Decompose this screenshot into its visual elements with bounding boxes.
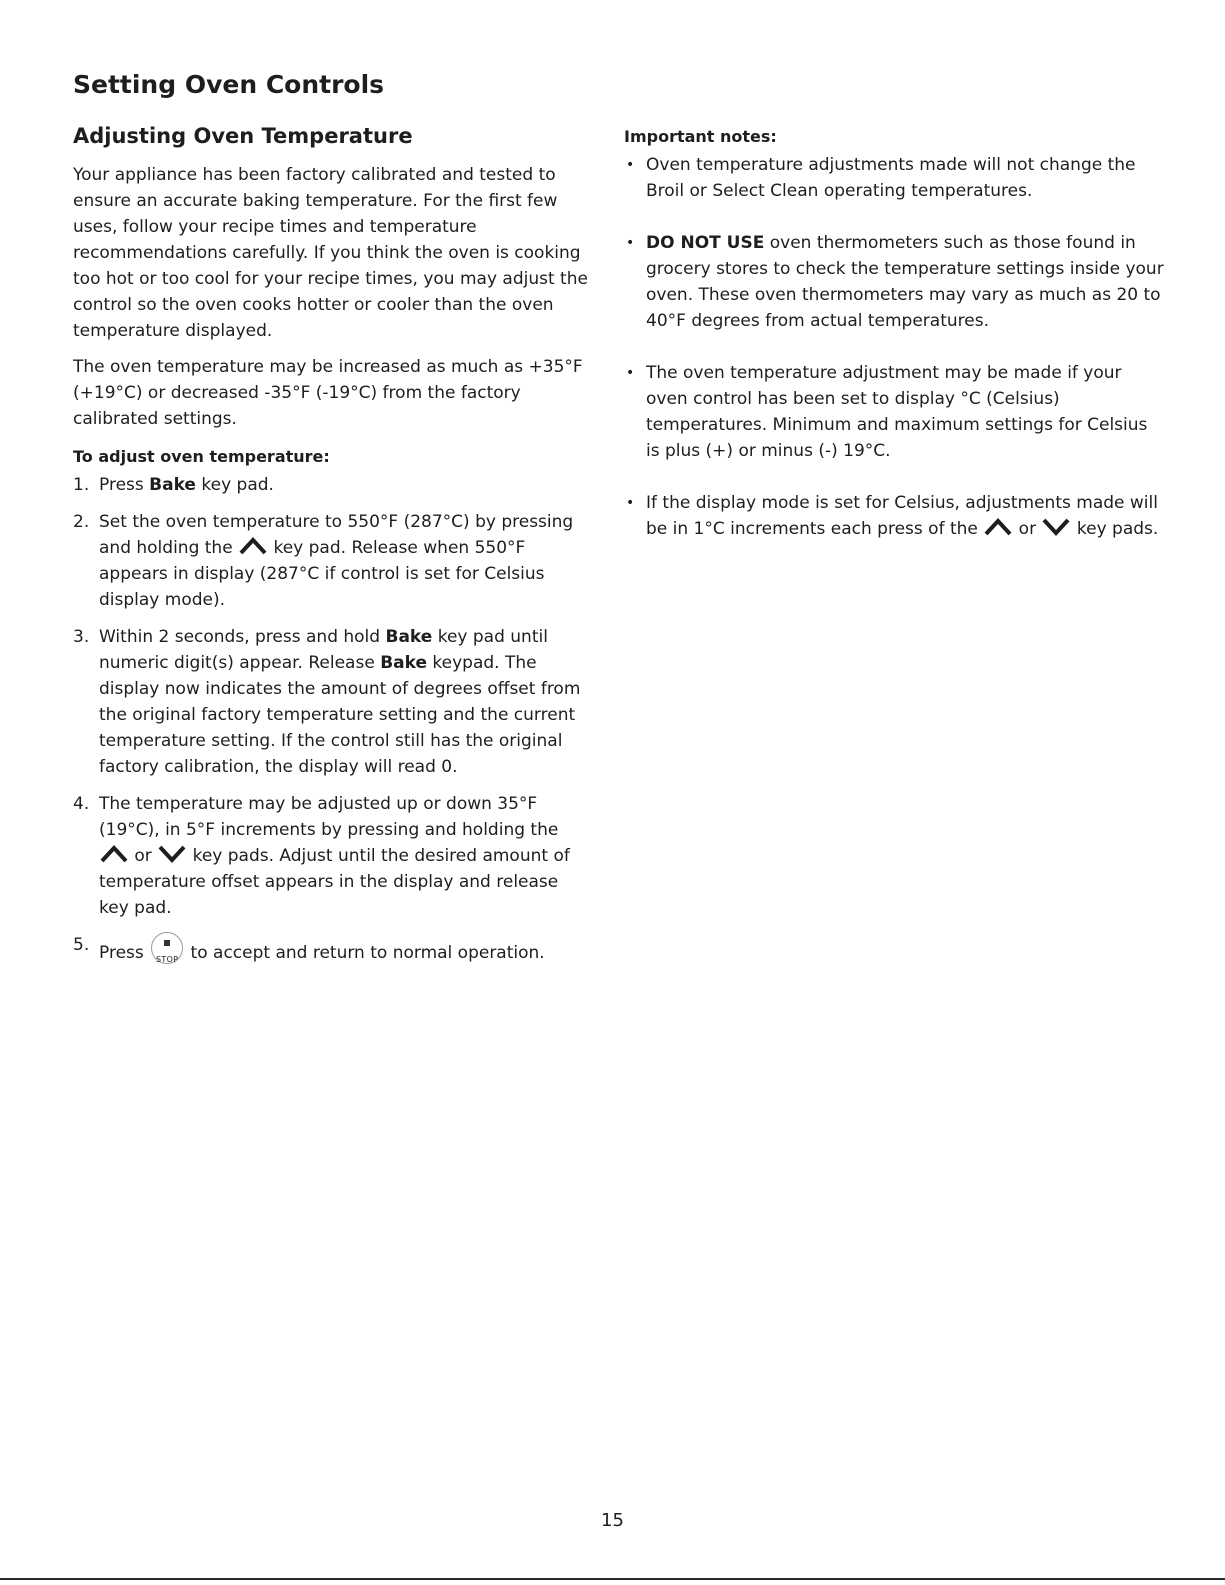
step-text: to accept and return to normal operation. xyxy=(185,943,545,963)
intro-paragraph: Your appliance has been factory calibrated and tested to ensure an accurate baking temperature. For the first few uses, follow your recipe times and temperature recommendations carefully. If you think the oven is cooking too hot or too cool for your recipe times, you may adjust the control so the oven cooks hotter or cooler than the oven temperature displayed. xyxy=(73,165,588,341)
step-3 xyxy=(73,624,593,780)
step-text: key pad. Release when 550°F appears in display (287°C if control is set for Celsius display mode). xyxy=(99,538,545,610)
adjust-steps xyxy=(73,472,593,966)
step-2 xyxy=(73,509,593,613)
step-text: Press xyxy=(99,475,150,495)
step-number: 5. xyxy=(73,935,90,955)
up-arrow-icon xyxy=(983,518,1013,536)
up-arrow-icon xyxy=(238,537,268,555)
bake-keyword: Bake xyxy=(380,653,428,673)
step-text: key pad. xyxy=(195,475,274,495)
page-title: Setting Oven Controls xyxy=(73,70,385,99)
or-text: or xyxy=(1013,519,1042,539)
step-text: Within 2 seconds, press and hold xyxy=(99,627,386,647)
note-2 xyxy=(624,230,1164,334)
section-title: Adjusting Oven Temperature xyxy=(73,124,413,148)
right-column xyxy=(624,124,1164,568)
note-4 xyxy=(624,490,1164,542)
note-text: If the display mode is set for Celsius, adjustments made will be in 1°C increments each press of the xyxy=(646,493,1158,539)
bullet: • xyxy=(626,235,635,251)
step-text: Set the oven temperature to 550°F (287°C) by pressing and holding the xyxy=(99,512,574,558)
or-text: or xyxy=(129,846,158,866)
up-arrow-icon xyxy=(99,845,129,863)
step-text: Press xyxy=(99,943,150,963)
down-arrow-icon xyxy=(157,845,187,863)
adjust-heading: To adjust oven temperature: xyxy=(73,447,330,466)
range-paragraph: The oven temperature may be increased as much as +35°F (+19°C) or decreased -35°F (-19°C) from the factory calibrated settings. xyxy=(73,357,583,429)
bottom-rule xyxy=(0,1578,1225,1580)
bake-keyword: Bake xyxy=(149,475,196,495)
page-number: 15 xyxy=(601,1510,624,1531)
note-text: Oven temperature adjustments made will not change the Broil or Select Clean operating temperatures. xyxy=(646,155,1136,201)
step-number: 2. xyxy=(73,512,90,532)
note-3 xyxy=(624,360,1164,464)
do-not-use-warning: DO NOT USE xyxy=(646,233,765,253)
note-text: The oven temperature adjustment may be made if your oven control has been set to display °C (Celsius) temperatures. Minimum and maximum settings for Celsius is plus (+) or minus (-) 19°C. xyxy=(646,363,1148,461)
bullet: • xyxy=(626,365,635,381)
stop-icon xyxy=(151,932,183,964)
bake-keyword: Bake xyxy=(385,627,433,647)
step-4 xyxy=(73,791,593,921)
bullet: • xyxy=(626,495,635,511)
note-text: key pads. xyxy=(1071,519,1159,539)
stop-icon-label: STOP xyxy=(156,955,179,964)
step-1 xyxy=(73,472,593,498)
note-1 xyxy=(624,152,1164,204)
step-number: 1. xyxy=(73,475,90,495)
note-text: oven thermometers such as those found in grocery stores to check the temperature settings inside your oven. These oven thermometers may vary as much as 20 to 40°F degrees from actual temperatures. xyxy=(646,233,1164,331)
down-arrow-icon xyxy=(1041,518,1071,536)
step-text: The temperature may be adjusted up or down 35°F (19°C), in 5°F increments by pressing and holding the xyxy=(99,794,559,840)
step-number: 3. xyxy=(73,627,90,647)
step-number: 4. xyxy=(73,794,90,814)
step-text: key pad until numeric digit(s) appear. Release xyxy=(99,627,548,673)
step-5 xyxy=(73,932,593,966)
step-text: key pads. Adjust until the desired amount of temperature offset appears in the display and release key pad. xyxy=(99,846,570,918)
left-column xyxy=(73,124,593,977)
notes-heading: Important notes: xyxy=(624,127,777,146)
step-text: keypad. The display now indicates the amount of degrees offset from the original factory temperature setting and the current temperature setting. If the control still has the original factory calibration, the display will read 0. xyxy=(99,653,581,777)
important-notes xyxy=(624,152,1164,542)
bullet: • xyxy=(626,157,635,173)
